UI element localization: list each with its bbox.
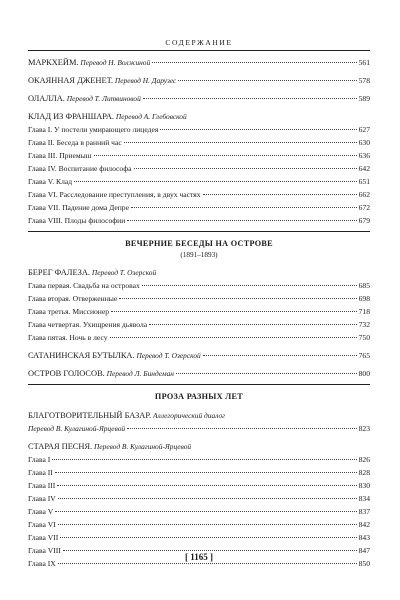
- chapter-row: [28, 175, 370, 188]
- page-number: 636: [358, 151, 370, 160]
- toc-entry-old-song: [28, 440, 370, 453]
- entry-translator: Перевод В. Кулагиной-Ярцевой: [28, 424, 126, 433]
- entry-translator: Перевод Т. Озерской: [91, 268, 157, 277]
- chapter-label: Глава II: [28, 468, 53, 477]
- chapter-row: [28, 292, 370, 305]
- page-number: 750: [358, 333, 370, 342]
- dot-leader: [94, 155, 357, 156]
- dot-leader: [124, 142, 357, 143]
- chapter-row: [28, 505, 370, 518]
- chapter-label: Глава I. У постели умирающего лицедея: [28, 125, 159, 134]
- page-number: 823: [358, 424, 370, 433]
- toc-entry-bazaar: [28, 409, 370, 422]
- chapter-label: Глава третья. Миссионер: [28, 307, 110, 316]
- chapter-row: [28, 214, 370, 227]
- dot-leader: [152, 62, 356, 63]
- dot-leader: [127, 428, 357, 429]
- chapter-row: [28, 201, 370, 214]
- chapter-label: Глава VII: [28, 533, 59, 542]
- chapter-row: [28, 123, 370, 136]
- dot-leader: [131, 207, 357, 208]
- chapter-row: [28, 518, 370, 531]
- dot-leader: [127, 220, 356, 221]
- section-years: (1891–1893): [180, 251, 218, 259]
- toc-entry-markheim: [28, 56, 370, 69]
- chapter-label: Глава VI. Расследование преступления, в двух частях: [28, 190, 201, 199]
- chapter-row: [28, 479, 370, 492]
- chapter-label: Глава четвертая. Ухищрения дьявола: [28, 320, 148, 329]
- chapter-label: Глава IV. Воспитание философа: [28, 164, 132, 173]
- dot-leader: [55, 511, 356, 512]
- page-folio: [ 1165 ]: [185, 552, 213, 562]
- chapter-row: [28, 279, 370, 292]
- page-number: 651: [358, 177, 370, 186]
- entry-translator: Перевод А. Глебовской: [115, 112, 187, 121]
- entry-translator: Перевод Т. Озерской: [136, 351, 201, 360]
- page-number: 800: [358, 369, 370, 378]
- page-number: 732: [358, 320, 370, 329]
- page-number: 672: [358, 203, 370, 212]
- chapter-label: Глава первая. Свадьба на островах: [28, 281, 140, 290]
- chapter-row: [28, 318, 370, 331]
- dot-leader: [60, 537, 356, 538]
- chapter-label: Глава I: [28, 455, 51, 464]
- toc-entry-franchard: [28, 110, 370, 123]
- chapter-label: Глава IX: [28, 559, 56, 568]
- entry-title: САТАНИНСКАЯ БУТЫЛКА.: [28, 351, 135, 360]
- chapter-label: Глава II. Беседа в ранний час: [28, 138, 122, 147]
- entry-translator: Перевод Т. Литвиновой: [66, 94, 141, 103]
- dot-leader: [58, 498, 357, 499]
- section-rule: [28, 384, 370, 385]
- dot-leader: [203, 194, 357, 195]
- chapter-row: [28, 531, 370, 544]
- page-number: 679: [358, 216, 370, 225]
- chapter-row: [28, 305, 370, 318]
- dot-leader: [160, 129, 356, 130]
- toc-entry-bottle-imp: [28, 349, 370, 362]
- entry-title: СТАРАЯ ПЕСНЯ.: [28, 442, 93, 451]
- page-number: 685: [358, 281, 370, 290]
- section-rule: [28, 231, 370, 232]
- entry-title: КЛАД ИЗ ФРАНШАРА.: [28, 112, 114, 121]
- dot-leader: [58, 563, 357, 564]
- entry-title: ОКАЯННАЯ ДЖЕНЕТ.: [28, 76, 113, 85]
- page-number: 589: [358, 94, 370, 103]
- chapter-label: Глава V. Клад: [28, 177, 73, 186]
- chapter-row: [28, 162, 370, 175]
- book-page: [28, 0, 370, 600]
- chapter-row: [28, 188, 370, 201]
- dot-leader: [63, 550, 357, 551]
- chapter-label: Глава III. Приемыш: [28, 151, 92, 160]
- table-of-contents: [28, 56, 370, 570]
- page-number: 642: [358, 164, 370, 173]
- entry-translator: Перевод Н. Дарузес: [114, 76, 177, 85]
- section-title: ВЕЧЕРНИЕ БЕСЕДЫ НА ОСТРОВЕ: [125, 239, 273, 248]
- entry-title: ОСТРОВ ГОЛОСОВ.: [28, 369, 105, 378]
- dot-leader: [143, 98, 357, 99]
- page-number: 847: [358, 546, 370, 555]
- dot-leader: [58, 524, 357, 525]
- entry-title: БЛАГОТВОРИТЕЛЬНЫЙ БАЗАР.: [28, 411, 152, 420]
- page-number: 850: [358, 559, 370, 568]
- entry-title: БЕРЕГ ФАЛЕЗА.: [28, 268, 91, 277]
- toc-entry-janet: [28, 74, 370, 87]
- dot-leader: [74, 181, 356, 182]
- page-number: 834: [358, 494, 370, 503]
- dot-leader: [178, 80, 356, 81]
- page-number: 837: [358, 507, 370, 516]
- dot-leader: [134, 168, 357, 169]
- dot-leader: [119, 298, 356, 299]
- page-number: 828: [358, 468, 370, 477]
- chapter-row: [28, 453, 370, 466]
- chapter-label: Глава IV: [28, 494, 56, 503]
- franchard-chapters: [28, 123, 370, 227]
- dot-leader: [52, 459, 356, 460]
- entry-title: ОЛАЛЛА.: [28, 94, 65, 103]
- entry-subtitle: Аллегорический диалог: [152, 411, 226, 420]
- entry-translator: Перевод Н. Волжиной: [80, 58, 151, 67]
- dot-leader: [111, 311, 357, 312]
- chapter-label: Глава III: [28, 481, 56, 490]
- page-number: 578: [358, 76, 370, 85]
- entry-translator: Перевод Л. Биндеман: [106, 369, 174, 378]
- page-number: 718: [358, 307, 370, 316]
- dot-leader: [176, 373, 357, 374]
- chapter-row: [28, 331, 370, 344]
- dot-leader: [55, 472, 357, 473]
- header-rule: [28, 50, 370, 51]
- falesa-chapters: [28, 279, 370, 344]
- entry-title: МАРКХЕЙМ.: [28, 58, 79, 67]
- dot-leader: [203, 355, 357, 356]
- chapter-label: Глава VIII: [28, 546, 61, 555]
- dot-leader: [57, 485, 356, 486]
- chapter-label: Глава VII. Падение дома Депре: [28, 203, 129, 212]
- chapter-label: Глава вторая. Отверженные: [28, 294, 118, 303]
- page-number: 765: [358, 351, 370, 360]
- chapter-row: [28, 466, 370, 479]
- page-number: 662: [358, 190, 370, 199]
- chapter-row: [28, 149, 370, 162]
- page-number: 843: [358, 533, 370, 542]
- running-head: СОДЕРЖАНИЕ: [165, 38, 233, 47]
- dot-leader: [149, 324, 356, 325]
- chapter-label: Глава VI: [28, 520, 56, 529]
- toc-entry-isle-of-voices: [28, 367, 370, 380]
- page-number: 561: [358, 58, 370, 67]
- entry-translator: Перевод В. Кулагиной-Ярцевой: [94, 442, 192, 451]
- page-number: 630: [358, 138, 370, 147]
- page-number: 830: [358, 481, 370, 490]
- chapter-label: Глава VIII. Плоды философии: [28, 216, 126, 225]
- page-number: 627: [358, 125, 370, 134]
- section-title: ПРОЗА РАЗНЫХ ЛЕТ: [154, 392, 244, 401]
- chapter-label: Глава пятая. Ночь в лесу: [28, 333, 108, 342]
- chapter-row: [28, 492, 370, 505]
- page-number: 842: [358, 520, 370, 529]
- chapter-row: [28, 136, 370, 149]
- toc-entry-olalla: [28, 92, 370, 105]
- chapter-label: Глава V: [28, 507, 54, 516]
- dot-leader: [142, 285, 357, 286]
- toc-entry-bazaar-translator: [28, 422, 370, 435]
- toc-entry-falesa: [28, 266, 370, 279]
- page-number: 826: [358, 455, 370, 464]
- page-number: 698: [358, 294, 370, 303]
- dot-leader: [110, 337, 357, 338]
